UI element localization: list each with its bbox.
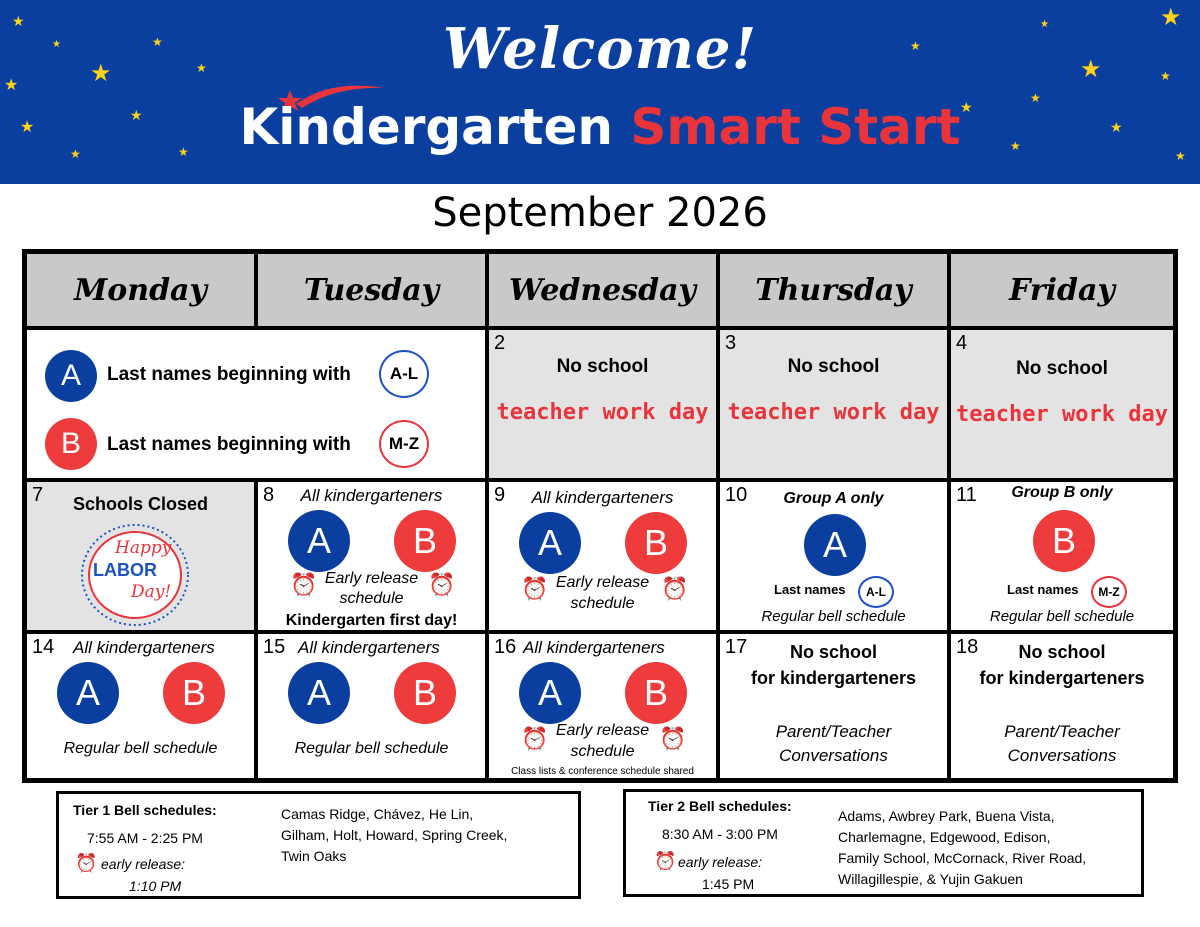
tier2-schools-line2: Charlemagne, Edgewood, Edison, [838,829,1051,845]
group-b-range [379,420,429,468]
day-header-wednesday [487,252,718,328]
group-a-badge [57,662,119,724]
program-title-part2: Smart Start [630,98,961,156]
tier2-schools-line3: Family School, McCornack, River Road, [838,850,1087,866]
group-b-badge [1033,510,1095,572]
day-header-label: Wednesday [509,272,696,308]
day-title: All kindergarteners [531,488,674,507]
alarm-clock-icon: ⏰ [654,851,677,871]
calendar-day-8 [256,480,487,632]
calendar-grid [22,249,1178,783]
early-release-line1: Early release [555,574,650,591]
group-b-letter: B [643,522,668,563]
group-key [25,328,487,480]
early-release-line2: schedule [339,590,404,607]
group-a-range-label: A-L [866,585,886,599]
day-title: No school [787,356,880,377]
group-b-badge [625,662,687,724]
group-b-badge [394,510,456,572]
group-b-range-label: M-Z [388,434,420,453]
group-a-badge [288,662,350,724]
day-title: All kindergarteners [300,486,443,505]
tier1-bell-schedule [56,791,581,899]
calendar-day-11 [949,480,1175,632]
tier2-early-label: early release: [678,854,763,870]
group-b-badge [625,512,687,574]
group-b-letter: B [60,427,81,460]
day-header-monday [25,252,256,328]
group-a-range-label: A-L [389,364,419,383]
alarm-clock-icon: ⏰ [661,576,689,601]
star-icon: ★ [52,39,61,50]
day-header-tuesday [256,252,487,328]
last-names-label: Last names [1007,582,1079,597]
welcome-banner [0,0,1200,184]
day-number: 11 [956,484,977,506]
day-number: 16 [494,636,517,658]
star-icon: ★ [4,77,19,94]
star-icon: ★ [152,35,163,49]
group-a-badge [288,510,350,572]
bell-schedule: Regular bell schedule [761,608,906,625]
tier2-early-time: 1:45 PM [702,876,755,892]
tier1-title: Tier 1 Bell schedules: [73,802,217,818]
tier1-schools-line3: Twin Oaks [281,848,347,864]
tier2-bell-schedule [623,789,1144,897]
star-icon: ★ [20,119,35,136]
month-title: September 2026 [432,190,768,236]
tier1-schools-line1: Camas Ridge, Chávez, He Lin, [281,806,474,822]
welcome-title: Welcome! [442,16,758,82]
day-number: 17 [725,636,748,658]
day-header-label: Friday [1009,272,1115,308]
star-icon: ★ [70,147,81,161]
group-a-badge [804,514,866,576]
day-title: Group A only [783,490,884,507]
bell-schedule: Regular bell schedule [63,740,218,757]
alarm-clock-icon: ⏰ [290,572,318,597]
early-release-line1: Early release [555,722,650,739]
tier1-early-time: 1:10 PM [129,878,182,894]
day-header-label: Monday [74,272,207,308]
alarm-clock-icon: ⏰ [659,726,687,751]
day-header-label: Tuesday [303,272,440,308]
day-title: No school [556,356,649,377]
group-b-badge [163,662,225,724]
star-icon: ★ [910,39,921,53]
day-title: Schools Closed [72,494,209,514]
group-a-letter: A [75,672,100,713]
day-number: 7 [32,484,44,506]
group-a-letter: A [822,524,847,565]
tier1-time: 7:55 AM - 2:25 PM [87,830,203,846]
star-icon: ★ [1175,149,1186,163]
program-title-part1: Kindergarten [239,98,613,156]
conference-line1: Parent/Teacher [1004,722,1120,741]
group-b-letter: B [412,672,437,713]
day-title: No school [1016,358,1108,379]
calendar-day-17 [718,632,949,780]
day-note: teacher work day [727,400,940,425]
day-number: 8 [263,484,275,506]
day-title-line2: for kindergarteners [979,668,1145,688]
day-header-label: Thursday [755,272,912,308]
tier2-title: Tier 2 Bell schedules: [648,798,792,814]
day-title: All kindergarteners [73,638,215,657]
group-a-description: Last names beginning with [107,364,351,385]
day-number: 4 [956,332,968,354]
star-icon: ★ [1160,69,1171,83]
group-a-letter: A [306,672,331,713]
day-number: 18 [956,636,979,658]
star-icon: ★ [1010,139,1021,153]
labor-day-logo-line3: Day! [131,582,172,602]
day-number: 3 [725,332,737,354]
star-icon: ★ [1030,91,1041,105]
alarm-clock-icon: ⏰ [521,726,549,751]
calendar-day-16 [487,632,718,780]
day-number: 2 [494,332,506,354]
group-b-badge [394,662,456,724]
calendar-day-18 [949,632,1175,780]
tier2-schools-line4: Willagillespie, & Yujin Gakuen [838,871,1023,887]
day-title-line2: for kindergarteners [750,668,917,688]
tier1-schools-line2: Gilham, Holt, Howard, Spring Creek, [281,827,508,843]
labor-day-logo-line2: LABOR [93,560,157,580]
calendar-day-3 [718,328,949,480]
star-icon: ★ [1080,56,1102,83]
star-icon: ★ [130,107,143,123]
calendar-day-2 [487,328,718,480]
star-icon: ★ [1160,4,1182,31]
calendar-day-10 [718,480,949,632]
day-number: 14 [32,636,55,658]
labor-day-logo-line1: Happy [115,538,172,558]
bell-schedule: Regular bell schedule [989,608,1135,625]
class-lists-note: Class lists & conference schedule shared [511,766,694,777]
last-names-label: Last names [774,582,846,597]
calendar-day-7 [25,480,256,632]
calendar-day-4 [949,328,1175,480]
group-b-letter: B [412,520,437,561]
group-a-range [858,576,894,608]
group-a-letter: A [306,520,331,561]
day-number: 15 [263,636,286,658]
group-a-range [379,350,429,398]
group-b-letter: B [1051,520,1076,561]
early-release-line2: schedule [570,743,635,760]
conference-line2: Conversations [779,746,888,765]
group-a-badge [519,662,581,724]
calendar-day-15 [256,632,487,780]
bell-schedule: Regular bell schedule [294,740,449,757]
program-title [0,98,1200,159]
day-number: 9 [494,484,506,506]
alarm-clock-icon: ⏰ [428,572,456,597]
day-title-line1: No school [789,642,877,662]
tier1-early-label: early release: [101,856,186,872]
group-a-badge [45,350,97,402]
star-icon: ★ [196,61,207,75]
group-b-badge [45,418,97,470]
early-release-line1: Early release [324,570,419,587]
group-b-letter: B [643,672,668,713]
conference-line1: Parent/Teacher [775,722,892,741]
day-number: 10 [725,484,748,506]
day-header-thursday [718,252,949,328]
tier2-time: 8:30 AM - 3:00 PM [662,826,778,842]
early-release-line2: schedule [570,595,635,612]
day-note: teacher work day [956,402,1168,427]
group-b-range [1091,576,1127,608]
group-a-letter: A [537,672,562,713]
group-a-letter: A [60,359,81,392]
group-a-badge [519,512,581,574]
star-icon: ★ [12,13,25,29]
first-day-note: Kindergarten first day! [285,612,458,629]
star-icon: ★ [90,60,112,87]
group-a-letter: A [537,522,562,563]
alarm-clock-icon: ⏰ [75,853,98,873]
day-title: Group B only [1011,484,1113,501]
day-title: All kindergarteners [523,638,665,657]
star-icon: ★ [960,99,973,115]
group-b-description: Last names beginning with [107,434,351,455]
day-note: teacher work day [496,400,709,425]
alarm-clock-icon: ⏰ [521,576,549,601]
star-icon: ★ [178,145,189,159]
star-icon: ★ [1110,119,1123,135]
tier2-schools-line1: Adams, Awbrey Park, Buena Vista, [838,808,1055,824]
calendar-day-14 [25,632,256,780]
calendar-day-9 [487,480,718,632]
conference-line2: Conversations [1007,746,1117,765]
group-b-range-label: M-Z [1098,585,1120,599]
day-title-line1: No school [1018,642,1106,662]
day-header-friday [949,252,1175,328]
day-title: All kindergarteners [298,638,440,657]
group-b-letter: B [181,672,206,713]
star-icon: ★ [1040,19,1049,30]
